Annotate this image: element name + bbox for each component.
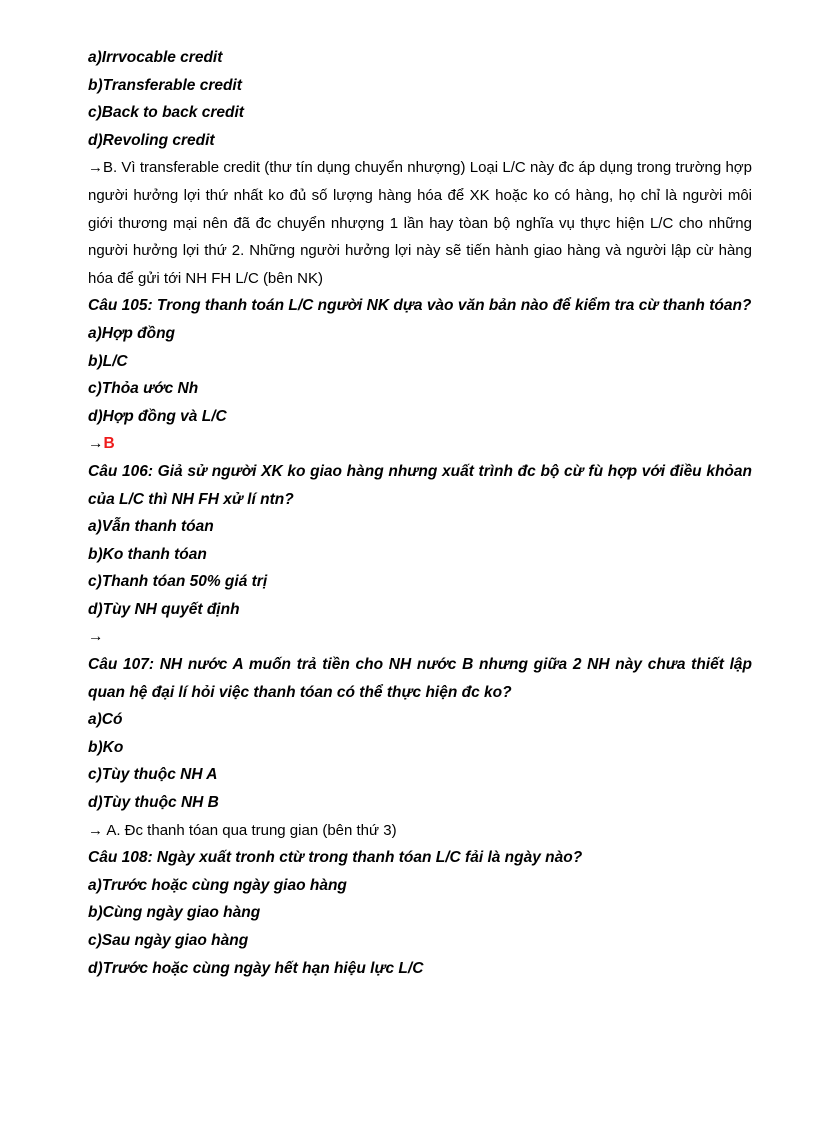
answer-line [88, 817, 752, 845]
option-a: a)Trước hoặc cùng ngày giao hàng [88, 876, 347, 894]
answer-text: B [103, 435, 115, 453]
option-a: a)Irrvocable credit [88, 49, 223, 66]
option-b: b)Ko [88, 738, 124, 756]
option-b: b)L/C [88, 352, 128, 370]
option-a: a)Vẫn thanh tóan [88, 518, 214, 536]
question-107: Câu 107: NH nước A muốn trả tiền cho NH nước B nhưng giữa 2 NH này chưa thiết lập quan hệ đại lí hỏi việc thanh tóan có thể thực hiện đc ko? [88, 656, 752, 701]
option-c: c)Thanh tóan 50% giá trị [88, 573, 268, 591]
arrow-icon: → [88, 435, 104, 453]
arrow-icon: → [88, 628, 104, 646]
arrow-icon: → [88, 159, 103, 177]
option-a: a)Hợp đồng [88, 324, 176, 342]
option-a: a)Có [88, 711, 123, 729]
answer-line [88, 430, 752, 458]
document-page [88, 44, 752, 982]
option-d: d)Trước hoặc cùng ngày hết hạn hiệu lực L/C [88, 959, 424, 977]
option-c: c)Thỏa ước Nh [88, 380, 199, 398]
option-c: c)Sau ngày giao hàng [88, 932, 249, 949]
option-d: d)Tùy NH quyết định [88, 600, 240, 618]
arrow-icon: → [88, 821, 103, 839]
option-c: c)Back to back credit [88, 104, 244, 122]
option-c: c)Tùy thuộc NH A [88, 766, 218, 784]
option-b: b)Cùng ngày giao hàng [88, 904, 261, 922]
answer-text: A. Đc thanh tóan qua trung gian (bên thứ 3) [103, 821, 397, 839]
question-105: Câu 105: Trong thanh toán L/C người NK dựa vào văn bản nào để kiểm tra cừ thanh tóan? [88, 297, 752, 315]
option-d: d)Tùy thuộc NH B [88, 794, 219, 812]
answer-explanation [88, 154, 752, 292]
question-106: Câu 106: Giả sử người XK ko giao hàng nhưng xuất trình đc bộ cừ fù hợp với điều khỏan của L/C thì NH FH xử lí ntn? [88, 462, 752, 508]
answer-text: B. Vì transferable credit (thư tín dụng chuyển nhượng) Loại L/C này đc áp dụng trong trường hợp người hưởng lợi thứ nhất ko đủ số lượng hàng hóa để XK hoặc ko có hàng, họ chỉ là người môi giới thương mại nên đã đc chuyển nhượng 1 lần hay tòan bộ nghĩa vụ thực hiện L/C cho những người hưởng lợi thứ 2. Những người hưởng lợi này sẽ tiến hành giao hàng và người lập cừ hàng hóa để gửi tới NH FH L/C (bên NK) [88, 159, 752, 287]
question-108: Câu 108: Ngày xuất tronh ctừ trong thanh tóan L/C fải là ngày nào? [88, 849, 583, 867]
option-b: b)Ko thanh tóan [88, 545, 207, 563]
option-d: d)Hợp đồng và L/C [88, 407, 227, 425]
option-d: d)Revoling credit [88, 131, 215, 149]
option-b: b)Transferable credit [88, 76, 242, 94]
answer-line [88, 623, 752, 651]
